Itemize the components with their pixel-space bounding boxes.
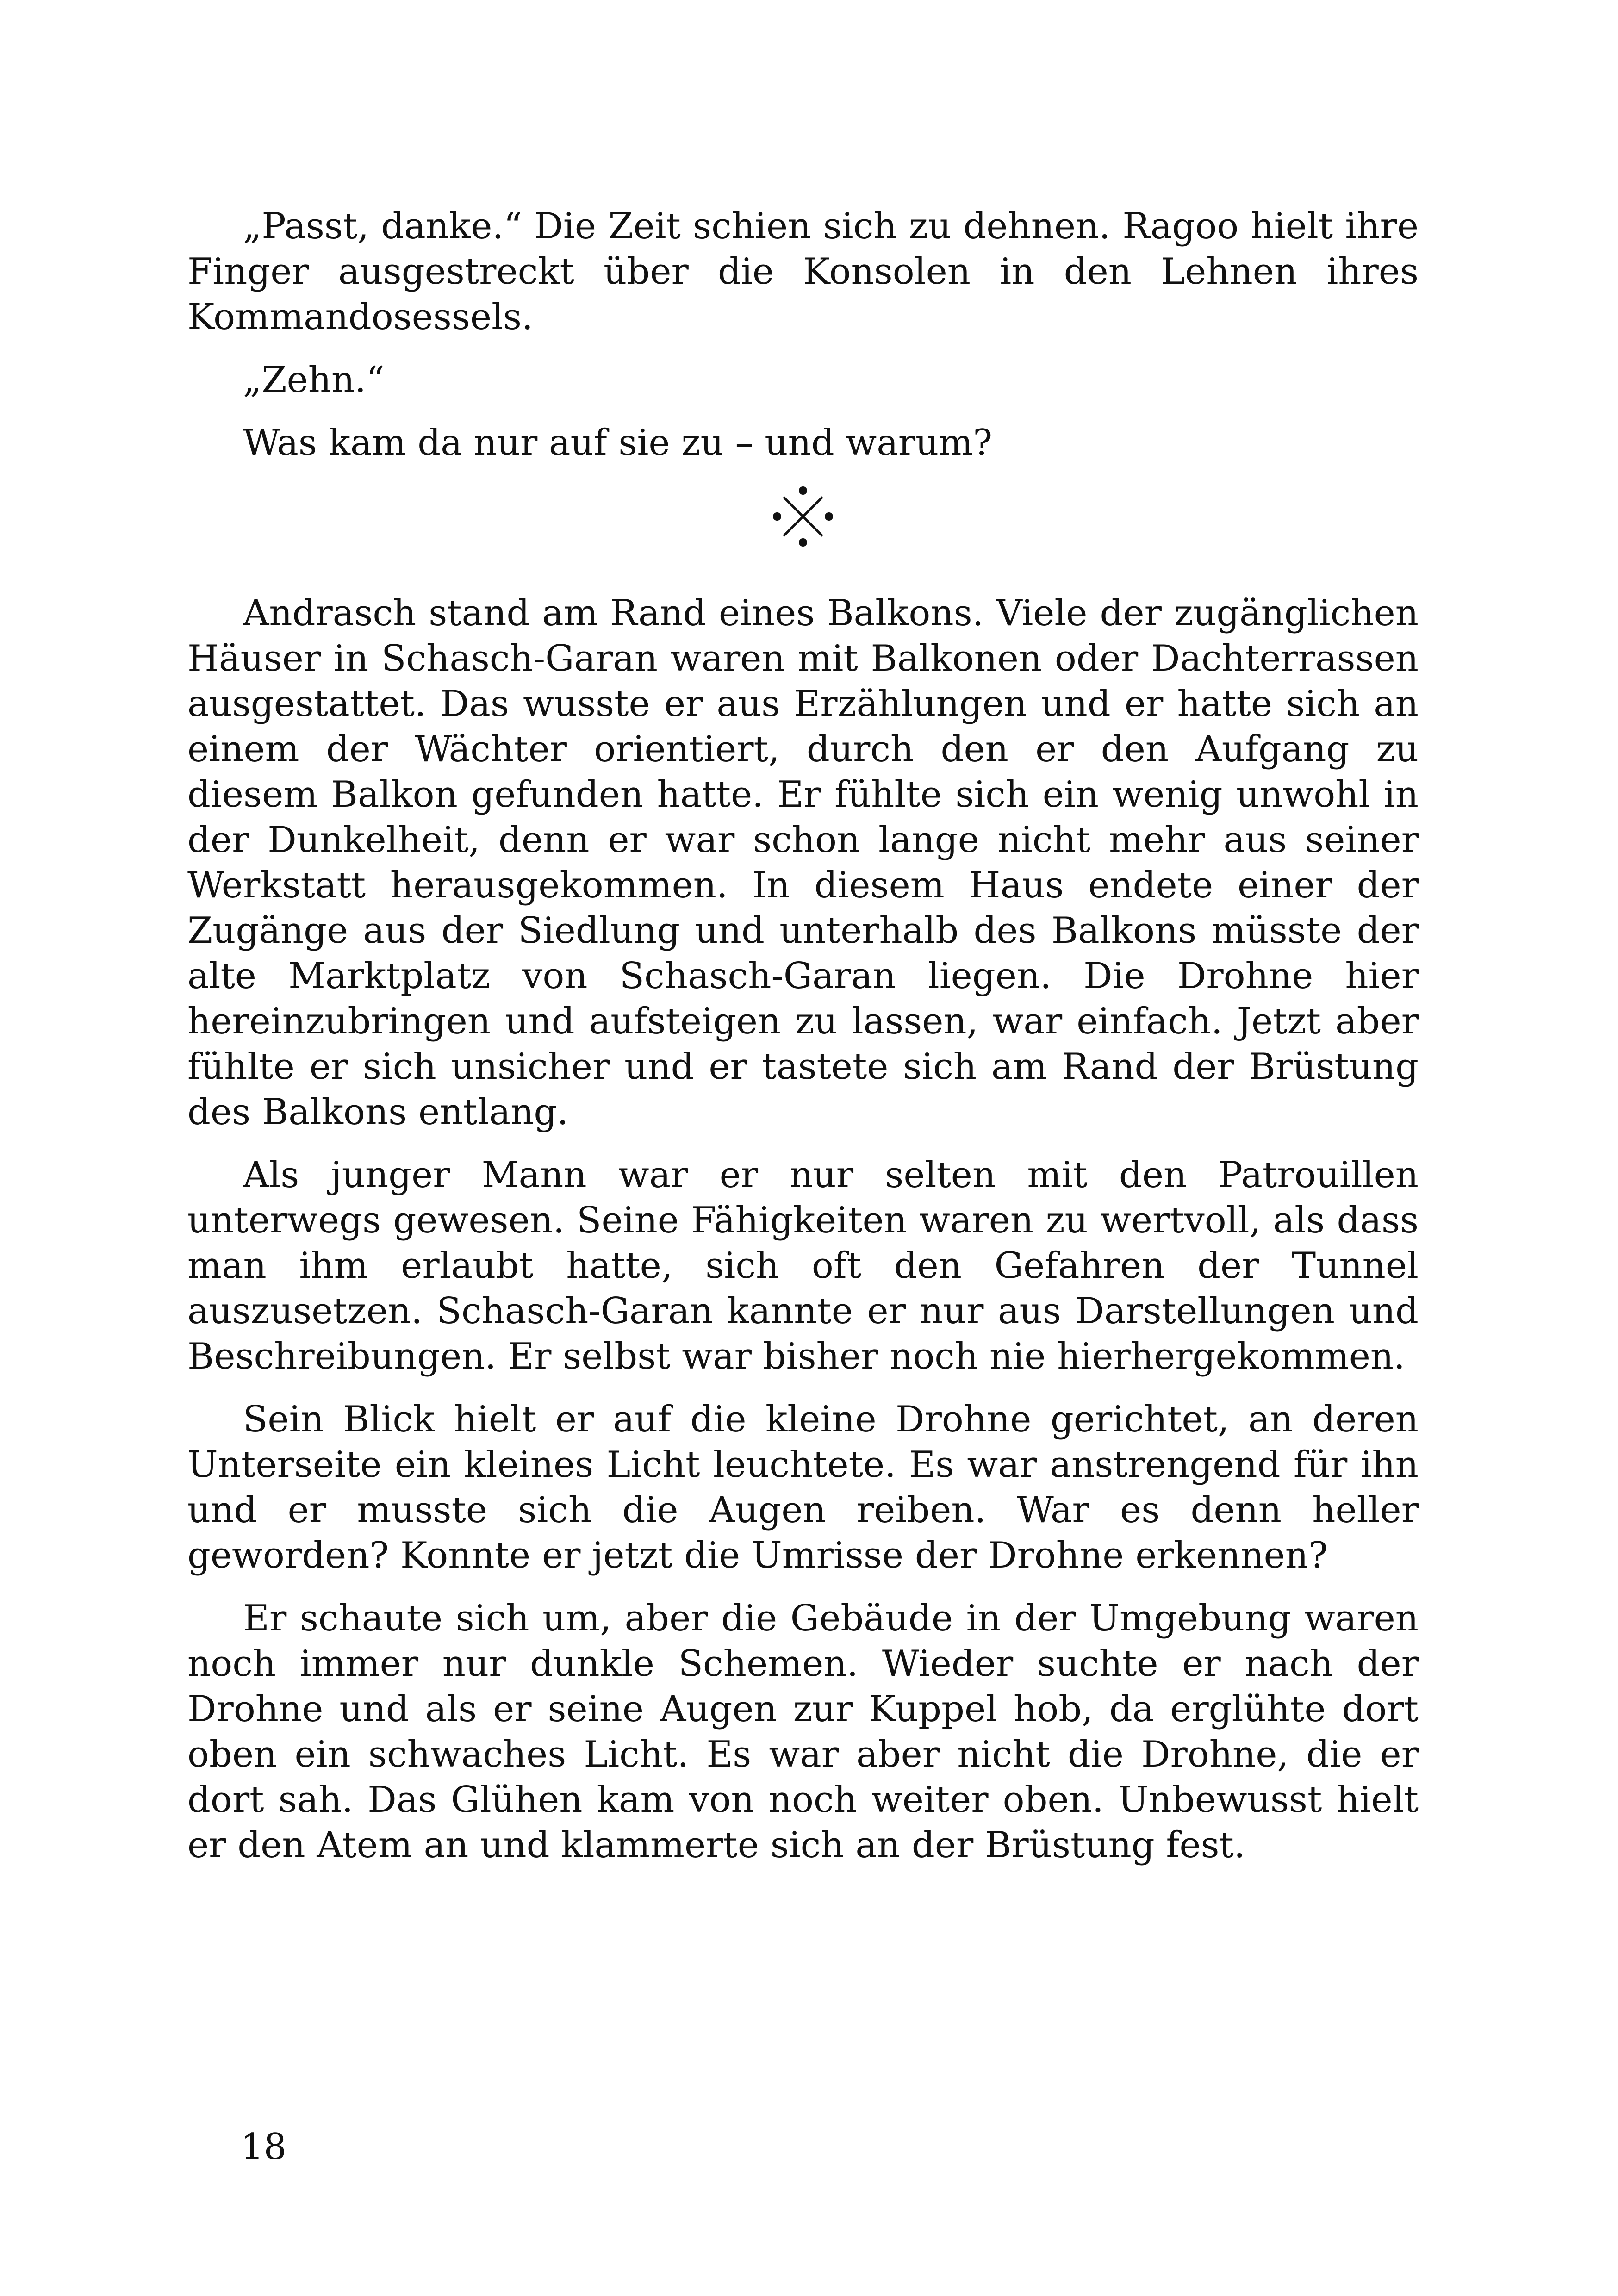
paragraph: Als junger Mann war er nur selten mit den Patrouillen unterwegs gewesen. Seine Fähigkeiten waren zu wertvoll, als dass man ihm erlaubt hatte, sich oft den Gefahren der Tunnel auszusetzen. Schasch-Garan kannte er nur aus Darstellungen und Beschreibungen. Er selbst war bisher noch nie hierhergekommen. — [187, 1154, 1419, 1377]
paragraph: Sein Blick hielt er auf die kleine Drohne gerichtet, an deren Unterseite ein kleines Licht leuchtete. Es war anstrengend für ihn und er musste sich die Augen reiben. War es denn heller geworden? Konnte er jetzt die Umrisse der Drohne erkennen? — [187, 1399, 1419, 1576]
paragraph: Andrasch stand am Rand eines Balkons. Viele der zugänglichen Häuser in Schasch-Garan waren mit Balkonen oder Dachterrassen ausgestattet. Das wusste er aus Erzählungen und er hatte sich an einem der Wächter orientiert, durch den er den Aufgang zu diesem Balkon gefunden hatte. Er fühlte sich ein wenig unwohl in der Dunkelheit, denn er war schon lange nicht mehr aus seiner Werkstatt herausgekommen. In diesem Haus endete einer der Zugänge aus der Siedlung und unterhalb des Balkons müsste der alte Marktplatz von Schasch-Garan liegen. Die Drohne hier hereinzubringen und aufsteigen zu lassen, war einfach. Jetzt aber fühlte er sich unsicher und er tastete sich am Rand der Brüstung des Balkons entlang. — [187, 592, 1419, 1133]
page-number: 18 — [241, 2126, 287, 2168]
paragraph: Er schaute sich um, aber die Gebäude in der Umgebung waren noch immer nur dunkle Schemen. Wieder suchte er nach der Drohne und als er seine Augen zur Kuppel hob, da erglühte dort oben ein schwaches Licht. Es war aber nicht die Drohne, die er dort sah. Das Glühen kam von noch weiter oben. Unbewusst hielt er den Atem an und klammerte sich an der Brüstung fest. — [187, 1598, 1419, 1866]
paragraph: Was kam da nur auf sie zu – und warum? — [243, 422, 993, 464]
body-text — [187, 204, 1419, 1885]
paragraph: „Passt, danke.“ Die Zeit schien sich zu dehnen. Ragoo hielt ihre Finger ausgestreckt über die Konsolen in den Lehnen ihres Kommandosessels. — [187, 205, 1419, 338]
paragraph: „Zehn.“ — [243, 359, 385, 401]
ornament-x-with-dots-icon — [771, 484, 835, 549]
